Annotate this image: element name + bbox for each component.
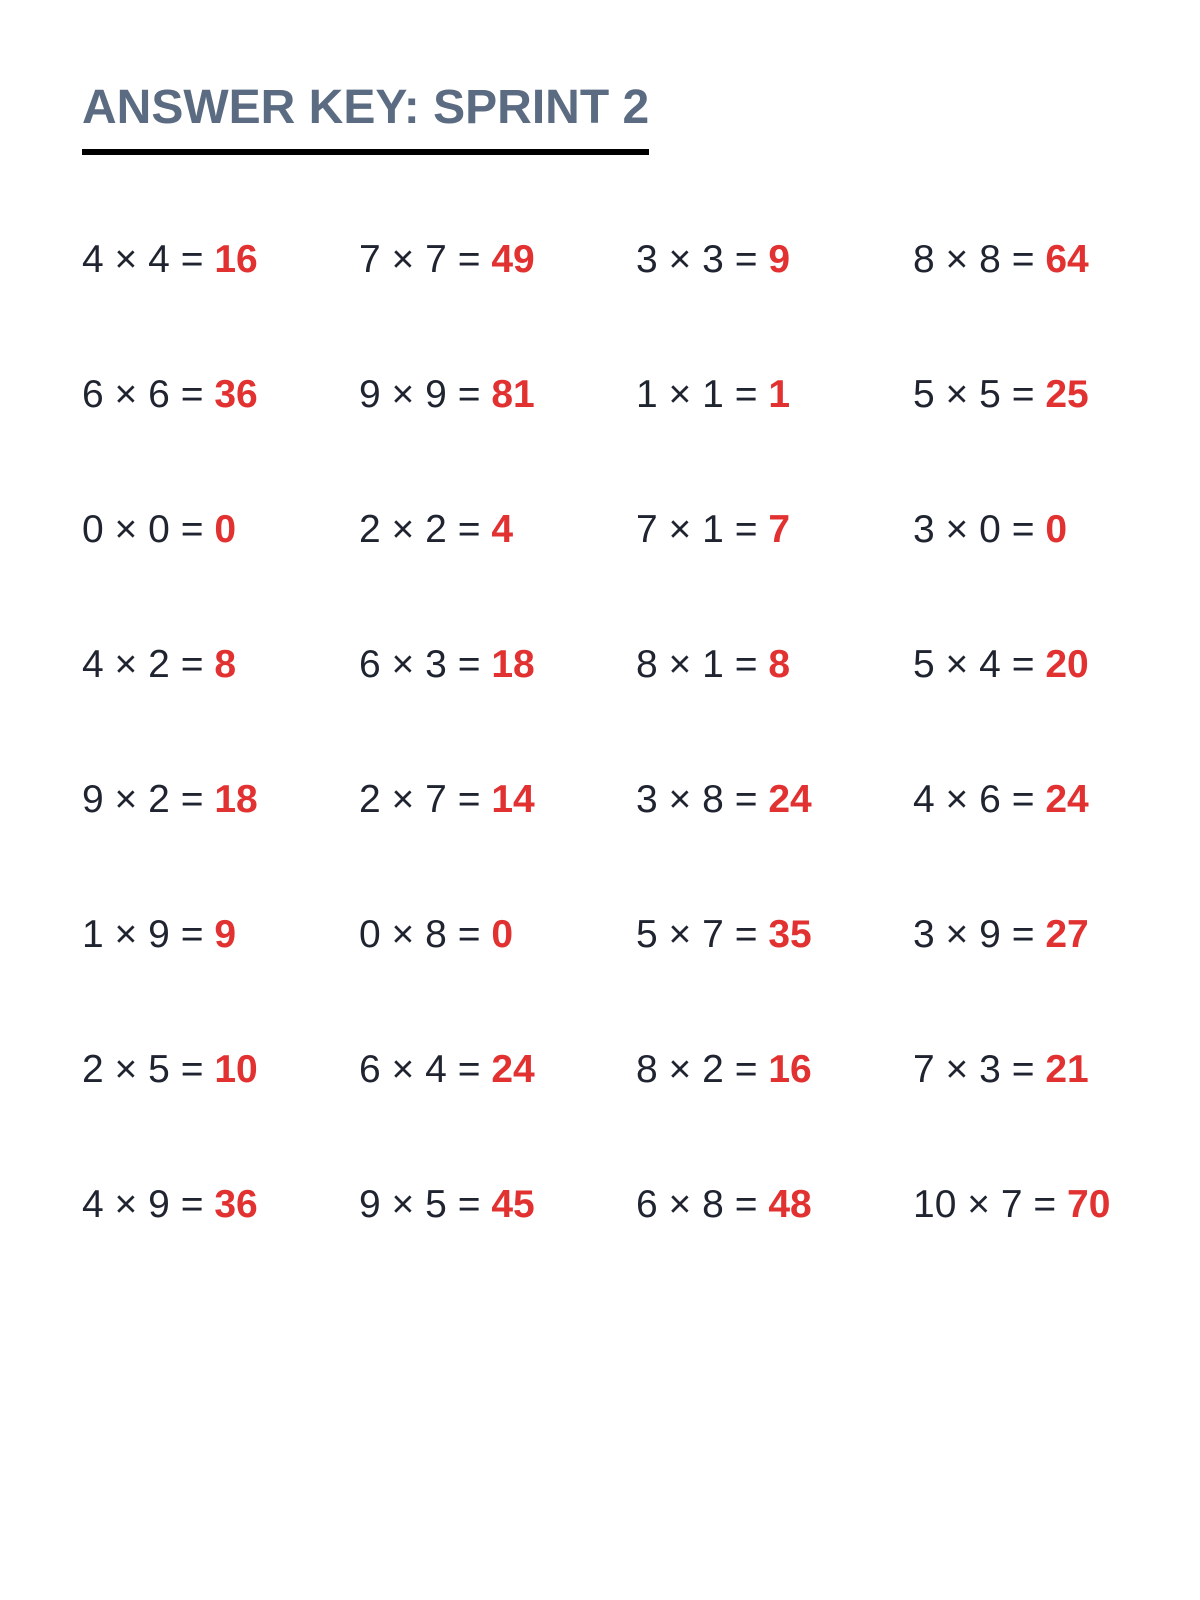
problem-item [636, 1050, 913, 1185]
factor-b: 0 [979, 508, 1001, 551]
factor-b: 2 [148, 643, 170, 686]
factor-a: 5 [636, 913, 658, 956]
answer-value: 10 [214, 1048, 258, 1091]
equals-sign: = [446, 778, 492, 821]
times-sign: × [956, 1183, 1001, 1226]
answer-value: 45 [491, 1183, 535, 1226]
times-sign: × [103, 238, 149, 281]
problem-item [913, 915, 1162, 1050]
problem-item [82, 375, 359, 510]
factor-b: 8 [425, 913, 447, 956]
answer-value: 25 [1045, 373, 1089, 416]
equals-sign: = [169, 1183, 215, 1226]
times-sign: × [103, 778, 149, 821]
problem-item [636, 510, 913, 645]
times-sign: × [657, 373, 703, 416]
equals-sign: = [169, 778, 215, 821]
factor-b: 9 [425, 373, 447, 416]
factor-b: 5 [979, 373, 1001, 416]
answer-value: 64 [1045, 238, 1089, 281]
factor-b: 7 [702, 913, 724, 956]
answer-value: 35 [768, 913, 812, 956]
factor-a: 8 [913, 238, 935, 281]
times-sign: × [934, 913, 980, 956]
times-sign: × [380, 643, 426, 686]
equals-sign: = [1000, 913, 1046, 956]
title-block [82, 80, 649, 155]
factor-a: 9 [82, 778, 104, 821]
problem-item [82, 645, 359, 780]
equals-sign: = [723, 913, 769, 956]
times-sign: × [380, 238, 426, 281]
equals-sign: = [1000, 1048, 1046, 1091]
factor-a: 4 [82, 643, 104, 686]
problem-item [82, 915, 359, 1050]
answer-value: 4 [491, 508, 514, 551]
factor-a: 6 [636, 1183, 658, 1226]
answer-value: 16 [214, 238, 258, 281]
problem-item [359, 915, 636, 1050]
problem-item [913, 1050, 1162, 1185]
equals-sign: = [446, 643, 492, 686]
answer-value: 48 [768, 1183, 812, 1226]
equals-sign: = [1000, 238, 1046, 281]
factor-b: 3 [425, 643, 447, 686]
factor-b: 9 [979, 913, 1001, 956]
factor-a: 4 [913, 778, 935, 821]
times-sign: × [657, 238, 703, 281]
factor-b: 1 [702, 373, 724, 416]
problem-item [82, 510, 359, 645]
problem-item [913, 240, 1162, 375]
factor-b: 7 [425, 778, 447, 821]
times-sign: × [657, 913, 703, 956]
answer-value: 24 [768, 778, 812, 821]
equals-sign: = [446, 373, 492, 416]
factor-b: 8 [979, 238, 1001, 281]
answer-value: 7 [768, 508, 791, 551]
problem-item [636, 645, 913, 780]
factor-a: 3 [913, 913, 935, 956]
equals-sign: = [169, 1048, 215, 1091]
problem-item [636, 780, 913, 915]
times-sign: × [103, 1048, 149, 1091]
times-sign: × [380, 508, 426, 551]
answer-value: 9 [214, 913, 237, 956]
equals-sign: = [446, 1048, 492, 1091]
times-sign: × [657, 643, 703, 686]
answer-key-page [82, 0, 1162, 1600]
answer-value: 24 [1045, 778, 1089, 821]
answer-value: 20 [1045, 643, 1089, 686]
factor-a: 2 [359, 778, 381, 821]
times-sign: × [657, 1048, 703, 1091]
problem-item [359, 645, 636, 780]
factor-b: 4 [979, 643, 1001, 686]
answer-value: 81 [491, 373, 535, 416]
problem-item [636, 1185, 913, 1320]
problem-item [636, 915, 913, 1050]
problem-item [359, 375, 636, 510]
factor-a: 0 [82, 508, 104, 551]
times-sign: × [934, 1048, 980, 1091]
equals-sign: = [169, 643, 215, 686]
equals-sign: = [723, 238, 769, 281]
factor-b: 5 [148, 1048, 170, 1091]
problem-item [82, 240, 359, 375]
factor-a: 8 [636, 643, 658, 686]
factor-a: 4 [82, 238, 104, 281]
factor-a: 7 [636, 508, 658, 551]
factor-a: 6 [359, 1048, 381, 1091]
times-sign: × [380, 1183, 426, 1226]
answer-value: 70 [1067, 1183, 1111, 1226]
factor-a: 5 [913, 643, 935, 686]
answer-value: 36 [214, 373, 258, 416]
equals-sign: = [1000, 508, 1046, 551]
equals-sign: = [446, 508, 492, 551]
equals-sign: = [723, 1048, 769, 1091]
equals-sign: = [446, 913, 492, 956]
problem-item [636, 375, 913, 510]
factor-b: 4 [148, 238, 170, 281]
answer-value: 36 [214, 1183, 258, 1226]
factor-b: 4 [425, 1048, 447, 1091]
answer-value: 14 [491, 778, 535, 821]
equals-sign: = [169, 508, 215, 551]
answer-value: 49 [491, 238, 535, 281]
factor-a: 7 [359, 238, 381, 281]
answer-value: 24 [491, 1048, 535, 1091]
equals-sign: = [169, 913, 215, 956]
factor-b: 1 [702, 643, 724, 686]
factor-a: 6 [359, 643, 381, 686]
times-sign: × [380, 778, 426, 821]
equals-sign: = [446, 1183, 492, 1226]
equals-sign: = [1000, 643, 1046, 686]
problem-item [913, 510, 1162, 645]
equals-sign: = [723, 373, 769, 416]
answer-value: 1 [768, 373, 791, 416]
factor-b: 9 [148, 913, 170, 956]
answer-value: 0 [1045, 508, 1068, 551]
answer-value: 16 [768, 1048, 812, 1091]
problem-item [359, 1050, 636, 1185]
times-sign: × [934, 643, 980, 686]
problem-item [913, 375, 1162, 510]
factor-b: 9 [148, 1183, 170, 1226]
factor-a: 4 [82, 1183, 104, 1226]
times-sign: × [934, 373, 980, 416]
factor-b: 6 [979, 778, 1001, 821]
problem-item [913, 780, 1162, 915]
factor-b: 3 [979, 1048, 1001, 1091]
problem-item [82, 1185, 359, 1320]
factor-b: 8 [702, 1183, 724, 1226]
equals-sign: = [1000, 778, 1046, 821]
factor-b: 7 [1000, 1183, 1023, 1226]
answer-value: 18 [491, 643, 535, 686]
times-sign: × [380, 373, 426, 416]
problem-item [359, 240, 636, 375]
problem-item [82, 780, 359, 915]
factor-b: 6 [148, 373, 170, 416]
answer-value: 0 [491, 913, 514, 956]
factor-a: 8 [636, 1048, 658, 1091]
times-sign: × [103, 1183, 149, 1226]
problem-grid [82, 240, 1162, 1320]
factor-b: 5 [425, 1183, 447, 1226]
factor-b: 7 [425, 238, 447, 281]
equals-sign: = [169, 373, 215, 416]
factor-a: 3 [636, 778, 658, 821]
factor-a: 6 [82, 373, 104, 416]
times-sign: × [103, 913, 149, 956]
times-sign: × [657, 508, 703, 551]
problem-item [913, 645, 1162, 780]
answer-value: 0 [214, 508, 237, 551]
equals-sign: = [1000, 373, 1046, 416]
factor-a: 2 [82, 1048, 104, 1091]
factor-a: 0 [359, 913, 381, 956]
factor-b: 2 [425, 508, 447, 551]
factor-b: 0 [148, 508, 170, 551]
factor-b: 1 [702, 508, 724, 551]
problem-item [636, 240, 913, 375]
problem-item [359, 1185, 636, 1320]
times-sign: × [934, 238, 980, 281]
problem-item [359, 780, 636, 915]
times-sign: × [380, 913, 426, 956]
answer-value: 21 [1045, 1048, 1089, 1091]
times-sign: × [934, 508, 980, 551]
factor-a: 1 [82, 913, 104, 956]
times-sign: × [103, 373, 149, 416]
times-sign: × [103, 643, 149, 686]
times-sign: × [657, 1183, 703, 1226]
factor-a: 9 [359, 1183, 381, 1226]
page-title: ANSWER KEY: SPRINT 2 [82, 81, 650, 134]
equals-sign: = [446, 238, 492, 281]
answer-value: 9 [768, 238, 791, 281]
title-underline [82, 149, 649, 155]
equals-sign: = [1022, 1183, 1067, 1226]
factor-a: 7 [913, 1048, 935, 1091]
times-sign: × [380, 1048, 426, 1091]
equals-sign: = [169, 238, 215, 281]
factor-b: 2 [702, 1048, 724, 1091]
answer-value: 8 [768, 643, 791, 686]
times-sign: × [103, 508, 149, 551]
problem-item [913, 1185, 1162, 1320]
equals-sign: = [723, 508, 769, 551]
factor-b: 8 [702, 778, 724, 821]
factor-a: 3 [636, 238, 658, 281]
times-sign: × [657, 778, 703, 821]
factor-a: 3 [913, 508, 935, 551]
factor-a: 5 [913, 373, 935, 416]
factor-a: 10 [913, 1183, 957, 1226]
problem-item [359, 510, 636, 645]
factor-a: 1 [636, 373, 658, 416]
factor-a: 9 [359, 373, 381, 416]
equals-sign: = [723, 643, 769, 686]
factor-b: 2 [148, 778, 170, 821]
equals-sign: = [723, 1183, 769, 1226]
times-sign: × [934, 778, 980, 821]
equals-sign: = [723, 778, 769, 821]
answer-value: 27 [1045, 913, 1089, 956]
problem-item [82, 1050, 359, 1185]
factor-b: 3 [702, 238, 724, 281]
factor-a: 2 [359, 508, 381, 551]
answer-value: 18 [214, 778, 258, 821]
answer-value: 8 [214, 643, 237, 686]
